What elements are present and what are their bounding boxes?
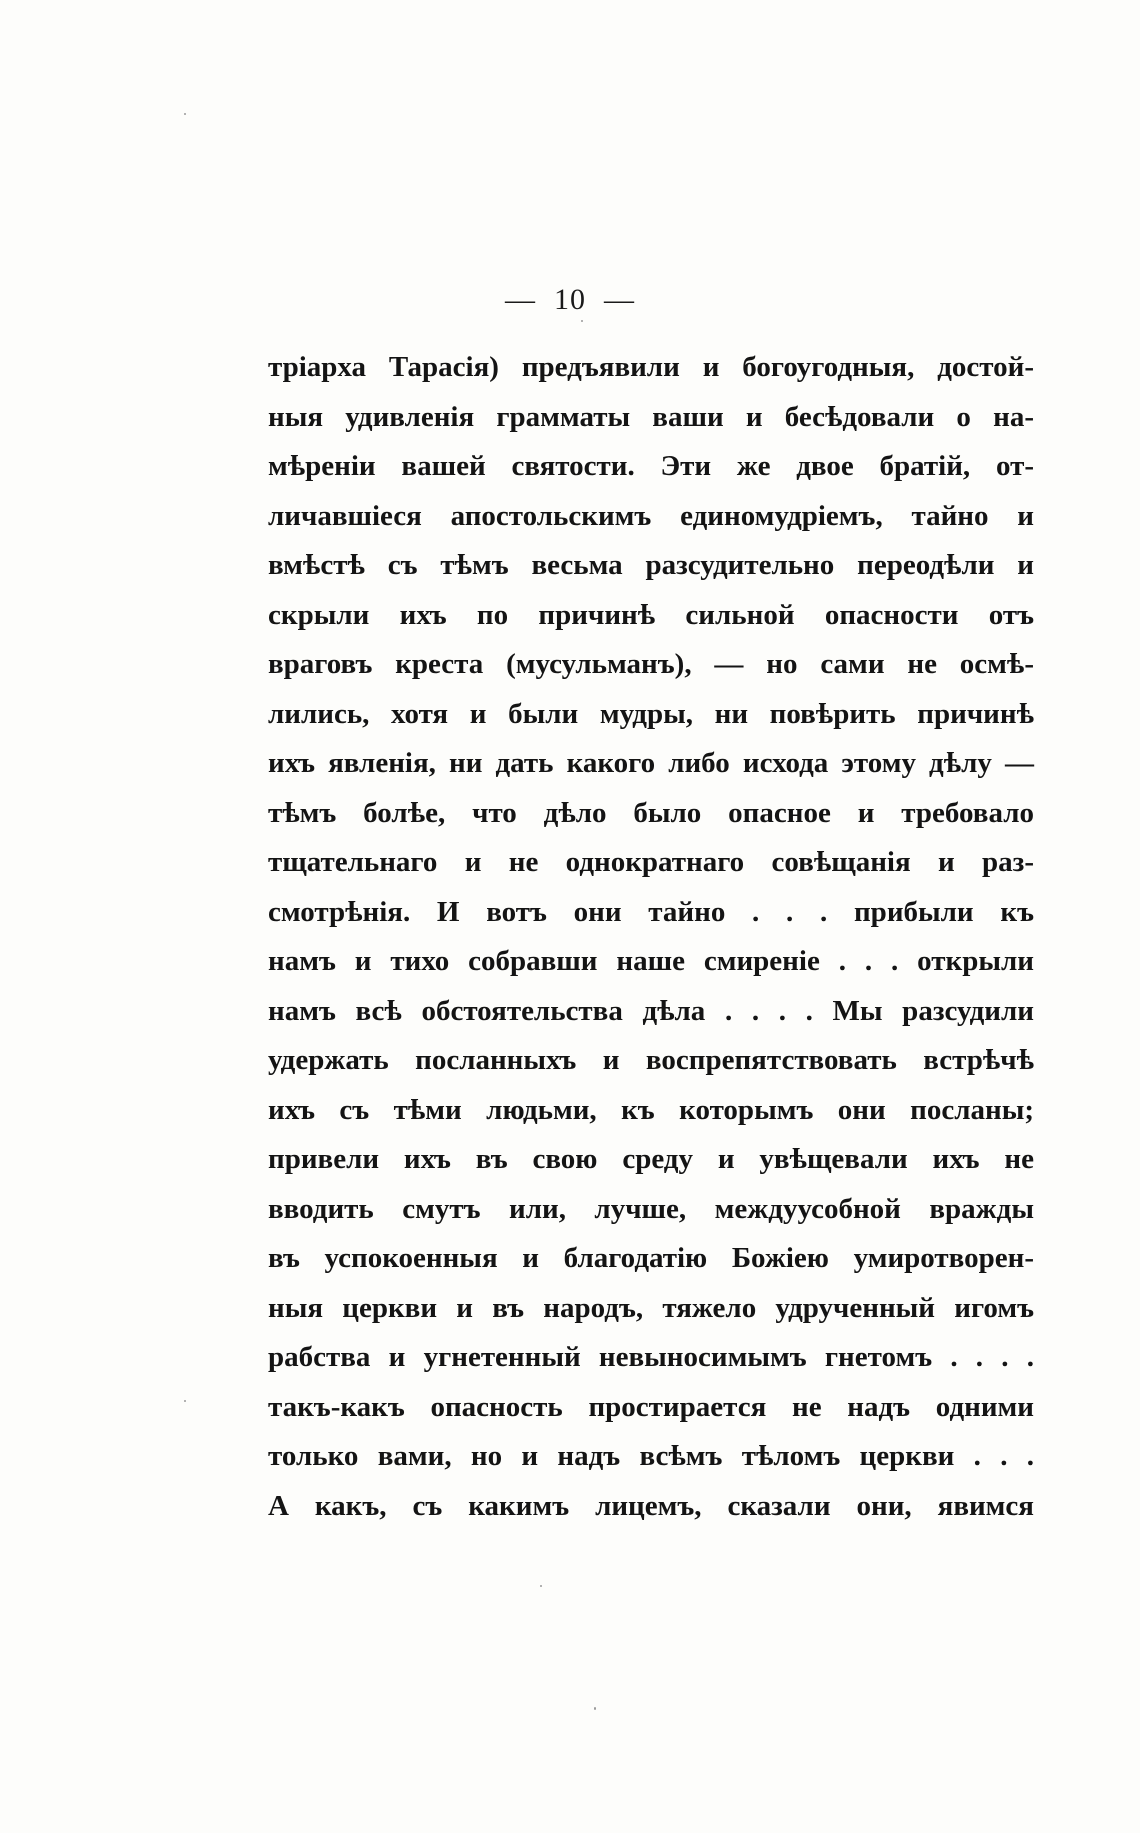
page-number: 10 bbox=[554, 283, 586, 316]
text-line: лились, хотя и были мудры, ни повѣрить причинѣ bbox=[268, 697, 1034, 730]
text-line: удержать посланныхъ и воспрепятствовать встрѣчѣ bbox=[268, 1044, 1034, 1076]
text-line: смотрѣнія. И вотъ они тайно . . . прибыли къ bbox=[268, 895, 1034, 928]
text-line: въ успокоенныя и благодатію Божіею умиротворен- bbox=[268, 1242, 1034, 1274]
text-line: рабства и угнетенный невыносимымъ гнетомъ . . . . bbox=[268, 1341, 1034, 1373]
body-text bbox=[268, 343, 1034, 1531]
text-line: враговъ креста (мусульманъ), — но сами не осмѣ- bbox=[268, 648, 1034, 680]
text-line: тщательнаго и не однократнаго совѣщанія и раз- bbox=[268, 846, 1034, 878]
paper-speck bbox=[184, 113, 186, 115]
text-line: скрыли ихъ по причинѣ сильной опасности отъ bbox=[268, 598, 1034, 631]
text-line: вводить смутъ или, лучше, междуусобной вражды bbox=[268, 1192, 1034, 1225]
text-line: ныя церкви и въ народъ, тяжело удрученный игомъ bbox=[268, 1291, 1034, 1324]
paper-speck bbox=[581, 320, 583, 322]
paper-speck bbox=[184, 1400, 186, 1402]
text-line: ихъ съ тѣми людьми, къ которымъ они посланы; bbox=[268, 1093, 1034, 1126]
text-line: намъ и тихо собравши наше смиреніе . . . открыли bbox=[268, 945, 1034, 977]
paper-speck bbox=[540, 1585, 542, 1587]
text-line: мѣреніи вашей святости. Эти же двое братій, от- bbox=[268, 450, 1034, 482]
text-line: личавшіеся апостольскимъ единомудріемъ, тайно и bbox=[268, 499, 1034, 532]
text-line: тріарха Тарасія) предъявили и богоугодныя, достой- bbox=[268, 351, 1034, 383]
text-line: такъ-какъ опасность простирается не надъ одними bbox=[268, 1390, 1034, 1423]
text-line: привели ихъ въ свою среду и увѣщевали ихъ не bbox=[268, 1143, 1034, 1175]
text-line: ныя удивленія грамматы ваши и бесѣдовали о на- bbox=[268, 400, 1034, 433]
text-line: ихъ явленія, ни дать какого либо исхода этому дѣлу — bbox=[268, 747, 1034, 779]
text-line: А какъ, съ какимъ лицемъ, сказали они, явимся bbox=[268, 1489, 1034, 1522]
header-dash-right: — bbox=[604, 283, 635, 316]
text-line: тѣмъ болѣе, что дѣло было опасное и требовало bbox=[268, 796, 1034, 829]
text-line: только вами, но и надъ всѣмъ тѣломъ церкви . . . bbox=[268, 1440, 1034, 1472]
text-line: намъ всѣ обстоятельства дѣла . . . . Мы разсудили bbox=[268, 994, 1034, 1027]
header-dash-left: — bbox=[505, 283, 536, 316]
page-header bbox=[0, 283, 1140, 317]
text-line: вмѣстѣ съ тѣмъ весьма разсудительно переодѣли и bbox=[268, 549, 1034, 581]
paper-speck bbox=[594, 1707, 596, 1710]
